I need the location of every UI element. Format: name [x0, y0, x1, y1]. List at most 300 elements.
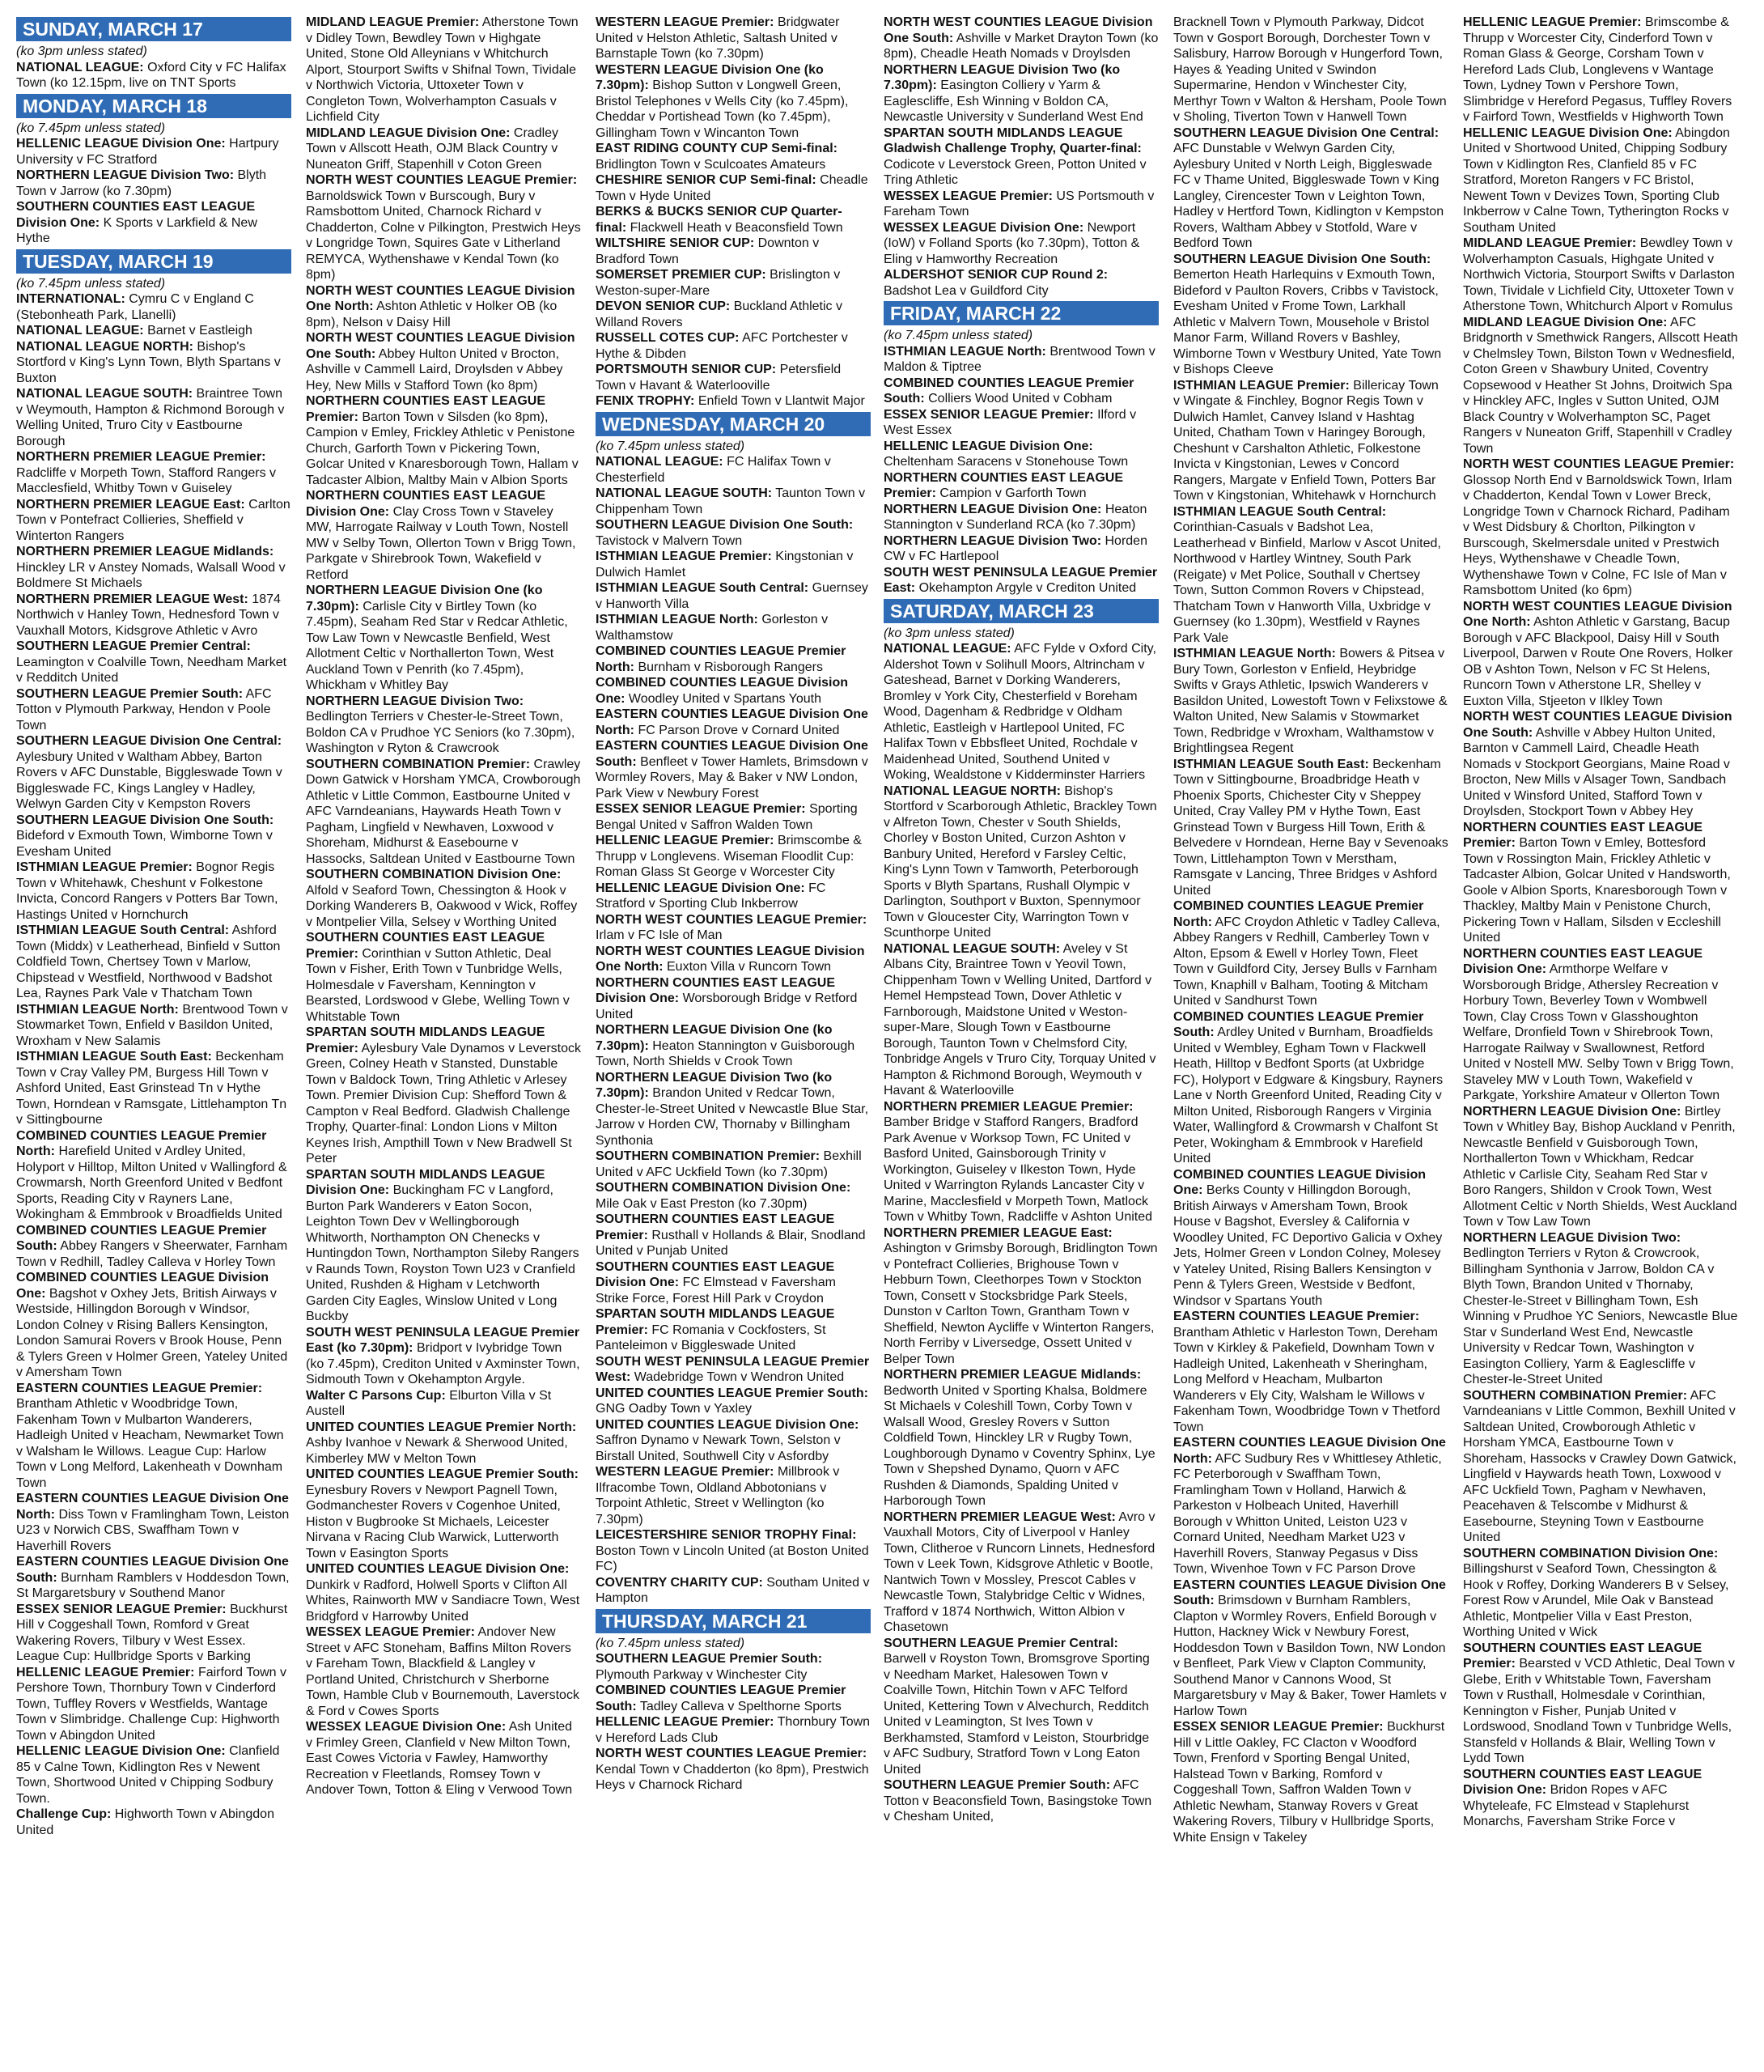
- fixture-entry: [306, 1167, 581, 1325]
- fixture-list: Brentwood Town v Maldon & Tiptree: [884, 344, 1156, 374]
- fixture-entry: [596, 707, 871, 738]
- fixture-list: Easington Colliery v Yarm & Eaglescliffe, Esh Winning v Boldon CA, Newcastle University v Sunderland West End: [884, 79, 1143, 124]
- fixture-entry: [596, 975, 871, 1023]
- fixture-entry: [16, 497, 291, 545]
- fixture-entry: [16, 136, 291, 168]
- fixture-entry: [16, 60, 291, 91]
- league-name: ISTHMIAN LEAGUE North:: [1173, 647, 1336, 660]
- fixture-entry: [16, 544, 291, 592]
- fixture-list: Horden CW v FC Hartlepool: [884, 533, 1147, 563]
- fixture-list: Carlton Town v Pontefract Collieries, Sheffield v Winterton Rangers: [16, 497, 290, 543]
- fixture-list: Clay Cross Town v Staveley MW, Harrogate Railway v Louth Town, Nostell MW v Selby Town, Ollerton Town v Brigg Town, Parkgate v Shirebrook Town, Wakefield v Retford: [306, 504, 576, 582]
- league-name: NORTH WEST COUNTIES LEAGUE Division One North:: [596, 944, 865, 974]
- fixture-list: Tadley Calleva v Spelthorne Sports: [639, 1699, 842, 1713]
- fixture-list: Barwell v Royston Town, Bromsgrove Sporting v Needham Market, Halesowen Town v Coalville Town, Hitchin Town v AFC Telford United, Kettering Town v Alvechurch, Redditch United v Leamington, St Ives Town v Berkhamsted, Stamford v Leiston, Stourbridge v AFC Sudbury, Stratford Town v Long Eaton United: [884, 1652, 1150, 1777]
- league-name: ISTHMIAN LEAGUE North:: [16, 1002, 179, 1017]
- league-name: ALDERSHOT SENIOR CUP Round 2:: [884, 268, 1109, 282]
- fixture-entry: [596, 580, 871, 612]
- fixture-list: Alfold v Seaford Town, Chessington & Hook v Dorking Wanderers B, Oakwood v Wick, Roffey v Montpelier Villa, Selsey v Worthing United: [306, 883, 578, 929]
- league-name: NORTHERN COUNTIES EAST LEAGUE Premier:: [306, 394, 546, 424]
- league-name: SPARTAN SOUTH MIDLANDS LEAGUE Gladwish Challenge Trophy, Quarter-final:: [884, 125, 1142, 155]
- fixture-list: AFC Fylde v Oxford City, Aldershot Town v Solihull Moors, Altrincham v Gateshead, Barnet v Dorking Wanderers, Bromley v York City, Chesterfield v Boreham Wood, Dagenham & Redbridge v Oldham Athletic, Eastleigh v Hartlepool United, FC Halifax Town v Ebbsfleet United, Rochdale v Maidenhead United, Southend United v Woking, Wealdstone v Kidderminster Harriers: [884, 642, 1156, 782]
- fixture-entry: [1463, 125, 1738, 236]
- kickoff-note: (ko 7.45pm unless stated): [16, 121, 166, 135]
- league-name: NORTHERN LEAGUE Division Two:: [306, 694, 524, 708]
- fixture-entry: [306, 393, 581, 488]
- fixture-list: Birtley Town v Whitley Bay, Bishop Auckland v Penrith, Newcastle Benfield v Guisborough Town, Northallerton Town v Whickham, Redcar Athletic v Carlisle City, Seaham Red Star v Boro Rangers, Shildon v Crook Town, West Allotment Celtic v North Shields, West Auckland Town v Tow Law Town: [1463, 1104, 1737, 1229]
- league-name: EASTERN COUNTIES LEAGUE Division One South:: [1173, 1577, 1446, 1607]
- fixture-entry: [884, 1367, 1159, 1509]
- fixture-entry: [596, 172, 871, 204]
- fixture-list: Rusthall v Hollands & Blair, Snodland United v Punjab United: [596, 1228, 866, 1258]
- league-name: CHESHIRE SENIOR CUP Semi-final:: [596, 173, 816, 187]
- fixture-entry: [884, 641, 1159, 783]
- fixture-list: Bedlington Terriers v Chester-le-Street Town, Boldon CA v Prudhoe YC Seniors (ko 7.30pm), Washington v Ryton & Crawcrook: [306, 710, 575, 755]
- fixture-list: AFC Totton v Plymouth Parkway, Hendon v Poole Town: [16, 686, 272, 732]
- league-name: ISTHMIAN LEAGUE North:: [884, 344, 1046, 359]
- fixture-list: Buckland Athletic v Willand Rovers: [596, 299, 842, 329]
- league-name: HELLENIC LEAGUE Premier:: [16, 1665, 195, 1679]
- fixture-list: Clanfield 85 v Calne Town, Kidlington Res v Newent Town, Shortwood United v Chipping Sodbury Town.: [16, 1744, 280, 1806]
- fixture-entry: [884, 1225, 1159, 1368]
- league-name: SOUTHERN COMBINATION Division One:: [306, 868, 562, 881]
- league-name: NORTHERN PREMIER LEAGUE Premier:: [884, 1099, 1134, 1114]
- league-name: SOUTH WEST PENINSULA LEAGUE Premier West:: [596, 1354, 870, 1384]
- kickoff-note: (ko 3pm unless stated): [16, 45, 147, 58]
- fixture-list: AFC Varndeanians v Little Common, Bexhill United v Saltdean United, Crowborough Athletic v Horsham YMCA, Eastbourne Town v Shoreham, Hassocks v Crawley Down Gatwick, Lingfield v Haywards heath Town, Loxwood v AFC Uckfield Town, Pagham v Newhaven, Peacehaven & Telscombe v Midhurst & Easebourne, Steyning Town v Eastbourne United: [1463, 1388, 1736, 1544]
- fixture-entry: [1463, 315, 1738, 457]
- league-name: Walter C Parsons Cup:: [306, 1388, 446, 1403]
- league-name: NORTHERN PREMIER LEAGUE Midlands:: [884, 1368, 1142, 1382]
- column-6: [1463, 15, 1738, 2062]
- league-name: WESSEX LEAGUE Premier:: [884, 189, 1053, 203]
- league-name: SOUTHERN COMBINATION Premier:: [1463, 1388, 1688, 1403]
- fixture-list: Billericay Town v Wingate & Finchley, Bognor Regis Town v Dulwich Hamlet, Canvey Island v Hashtag United, Chatham Town v Haringey Borough, Cheshunt v Carshalton Athletic, Folkestone Invicta v Kingstonian, Lewes v Concord Rangers, Margate v Enfield Town, Potters Bar Town v Kingstonian, Whitehawk v Hornchurch: [1173, 378, 1439, 503]
- fixture-list: Gorleston v Walthamstow: [596, 613, 829, 643]
- fixture-list: Braintree Town v Weymouth, Hampton & Richmond Borough v Welling United, Truro City v Eastbourne Borough: [16, 387, 285, 448]
- fixture-entry: [306, 1624, 581, 1719]
- league-name: COMBINED COUNTIES LEAGUE Division One:: [16, 1271, 269, 1301]
- fixture-entry: [16, 1381, 291, 1492]
- fixture-list: Oxford City v FC Halifax Town (ko 12.15pm, live on TNT Sports: [16, 60, 286, 90]
- fixture-entry: [884, 125, 1159, 189]
- fixture-list: Andover New Street v AFC Stoneham, Baffins Milton Rovers v Fareham Town, Blackfield & Langley v Portland United, Christchurch v Sherborne Town, Hamble Club v Bournemouth, Laverstock & Ford v Cowes Sports: [306, 1625, 579, 1718]
- fixture-entry: [884, 941, 1159, 1099]
- league-name: WESTERN LEAGUE Division One (ko 7.30pm):: [596, 62, 824, 92]
- league-name: SOUTH WEST PENINSULA LEAGUE Premier East:: [884, 565, 1158, 595]
- fixture-entry: [16, 813, 291, 860]
- fixture-list: Millbrook v Ilfracombe Town, Oldland Abbotonians v Torpoint Athletic, Street v Wellington (ko 7.30pm): [596, 1465, 840, 1526]
- fixture-list: Bedworth United v Sporting Khalsa, Boldmere St Michaels v Coleshill Town, Corby Town v Walsall Wood, Gresley Rovers v Sutton Coldfield Town, Hinckley LR v Rugby Town, Loughborough Dynamo v Coventry Sphinx, Lye Town v Shepshed Dynamo, Quorn v AFC Rushden & Diamonds, Spalding United v Harborough Town: [884, 1383, 1156, 1508]
- fixture-list: Abbey Hulton United v Brocton, Ashville v Cammell Laird, Droylsden v Abbey Hey, New Mills v Stafford Town (ko 8pm): [306, 346, 563, 393]
- fixture-entry: [306, 283, 581, 331]
- fixture-entry: [596, 1354, 871, 1386]
- kickoff-note: (ko 3pm unless stated): [884, 626, 1015, 640]
- league-name: NORTHERN PREMIER LEAGUE West:: [16, 592, 248, 606]
- fixture-list: Buckhurst Hill v Coggeshall Town, Romford v Great Wakering Rovers, Tilbury v West Essex. League Cup: Hullbridge Sports v Barking: [16, 1602, 288, 1663]
- fixture-list: Ashby Ivanhoe v Newark & Sherwood United, Kimberley MW v Melton Town: [306, 1436, 568, 1466]
- fixture-entry: [596, 204, 871, 236]
- fixture-entry: [596, 362, 871, 393]
- fixture-list: Barnoldswick Town v Burscough, Bury v Ramsbottom United, Charnock Richard v Chadderton, Colne v Pilkington, Prestwich Heys v Longridge Town, Squires Gate v Litherland REMYCA, Wythenshawe v Kendal Town (ko 8pm): [306, 189, 581, 282]
- fixture-entry: [596, 1683, 871, 1714]
- fixture-list: Cymru C v England C (Stebonheath Park, Llanelli): [16, 292, 254, 322]
- league-name: DEVON SENIOR CUP:: [596, 299, 731, 313]
- league-name: NORTH WEST COUNTIES LEAGUE Premier:: [306, 173, 578, 187]
- fixture-list: Brantham Athletic v Harleston Town, Dereham Town v Kirkley & Pakefield, Downham Town v Hadleigh United, Lakenheath v Sheringham, Long Melford v Heacham, Mulbarton Wanderers v Ely City, Walsham le Willows v Fakenham Town, Woodbridge Town v Thetford Town: [1173, 1325, 1440, 1434]
- league-name: LEICESTERSHIRE SENIOR TROPHY Final:: [596, 1528, 857, 1542]
- fixture-entry: [306, 1388, 581, 1420]
- fixture-list: Beckenham Town v Cray Valley PM, Burgess Hill Town v Ashford United, East Grinstead Tn v Hythe Town, Horndean v Ramsgate, Littlehampton Tn v Sittingbourne: [16, 1050, 287, 1127]
- fixture-list: Brimscombe & Thrupp v Longlevens. Wiseman Floodlit Cup: Roman Glass St George v Worcester City: [596, 834, 862, 879]
- fixture-list: Ardley United v Burnham, Broadfields United v Wembley, Egham Town v Flackwell Heath, Hilltop v Bedfont Sports (at Uxbridge FC), Holyport v Edgware & Kingsbury, Rayners Lane v North Greenford United, Reading City v Milton United, Risborough Rangers v Virginia Water, Wallingford & Crowmarsh v Chalfont St Peter, Wokingham & Emmbrook v Harefield United: [1173, 1025, 1444, 1166]
- fixture-entry: [306, 1719, 581, 1798]
- league-name: WESSEX LEAGUE Division One:: [884, 220, 1084, 235]
- fixture-entry: [596, 1022, 871, 1070]
- league-name: EASTERN COUNTIES LEAGUE Division One South:: [596, 739, 868, 769]
- league-name: ISTHMIAN LEAGUE South Central:: [596, 581, 809, 595]
- league-name: Challenge Cup:: [16, 1807, 112, 1821]
- fixture-list: Benfleet v Tower Hamlets, Brimsdown v Wormley Rovers, May & Baker v NW London, Park View v Newbury Forest: [596, 754, 868, 800]
- fixture-list: Barton Town v Silsden (ko 8pm), Campion v Emley, Frickley Athletic v Penistone Church, Garforth Town v Pickering Town, Golcar United v Knaresborough Town, Hallam v Tadcaster Albion, Maltby Main v Albion Sports: [306, 410, 579, 487]
- league-name: HELLENIC LEAGUE Division One:: [596, 881, 805, 895]
- league-name: ISTHMIAN LEAGUE South Central:: [16, 923, 230, 937]
- fixture-list: Crawley Down Gatwick v Horsham YMCA, Crowborough Athletic v Little Common, Eastbourne United v AFC Varndeanians, Haywards Heath Town v Pagham, Lingfield v Newhaven, Loxwood v Shoreham, Midhurst & Easebourne v Hassocks, Saltdean United v Eastbourne Town: [306, 757, 581, 866]
- fixture-list: Aylesbury Vale Dynamos v Leverstock Green, Colney Heath v Stansted, Dunstable Town v Baldock Town, Tring Athletic v Arlesey Town. Premier Division Cup: Shefford Town & Campton v Real Bedford. Gladwish Challenge Trophy, Quarter-final: London Lions v Milton Keynes Irish, Ampthill Town v New Bradwell St Peter: [306, 1041, 581, 1166]
- fixture-list: Dunkirk v Radford, Holwell Sports v Clifton All Whites, Rainworth MW v Sandiacre Town, West Bridgford v Harrowby United: [306, 1577, 580, 1624]
- fixture-list: AFC Sudbury Res v Whittlesey Athletic, FC Peterborough v Swaffham Town, Framlingham Town v Holland, Harwich & Parkeston v Holbeach United, Haverhill Borough v Whitton United, Leiston U23 v Cornard United, Needham Market U23 v Haverhill Rovers, Stanway Pegasus v Diss Town, Wivenhoe Town v FC Parson Drove: [1173, 1451, 1442, 1576]
- fixture-entry: [884, 502, 1159, 533]
- fixture-list: Bishop's Stortford v King's Lynn Town, Blyth Spartans v Buxton: [16, 339, 281, 385]
- fixture-list: Barnet v Eastleigh: [147, 324, 252, 338]
- fixture-entry: [1173, 1009, 1448, 1167]
- league-name: HELLENIC LEAGUE Premier:: [1463, 15, 1642, 29]
- league-name: NATIONAL LEAGUE:: [596, 455, 723, 469]
- day-heading: SATURDAY, MARCH 23: [884, 599, 1159, 623]
- fixture-entry: [16, 1002, 291, 1050]
- league-name: NORTH WEST COUNTIES LEAGUE Premier:: [1463, 457, 1735, 471]
- day-heading: WEDNESDAY, MARCH 20: [596, 412, 871, 436]
- fixture-list: Corinthian v Sutton Athletic, Deal Town v Fisher, Erith Town v Tunbridge Wells, Holmesdale v Faversham, Kennington v Bearsted, Lordswood v Glebe, Welling Town v Whitstable Town: [306, 946, 570, 1024]
- kickoff-note: (ko 7.45pm unless stated): [596, 439, 745, 453]
- fixture-list: Saffron Dynamo v Newark Town, Selston v Birstall United, Southwell City v Asfordby: [596, 1433, 841, 1463]
- fixture-entry: [306, 757, 581, 868]
- fixture-entry: [1463, 1230, 1738, 1388]
- fixture-list: Bewdley Town v Wolverhampton Casuals, Highgate United v Northwich Victoria, Stourport Swifts v Darlaston Town, Tividale v Lichfield City, Uttoxeter Town v Atherstone Town, Whitchurch Alport v Romulus: [1463, 236, 1735, 313]
- league-name: SOUTHERN LEAGUE Premier South:: [884, 1778, 1111, 1792]
- fixture-list: Flackwell Heath v Beaconsfield Town: [630, 220, 843, 235]
- fixture-list: Radcliffe v Morpeth Town, Stafford Rangers v Macclesfield, Whitby Town v Guiseley: [16, 465, 277, 495]
- league-name: NORTHERN LEAGUE Division Two:: [16, 168, 235, 182]
- fixture-entry: [16, 291, 291, 323]
- fixture-list: Carlisle City v Birtley Town (ko 7.45pm), Seaham Red Star v Redcar Athletic, Tow Law Town v Newcastle Benfield, West Allotment Celtic v Northallerton Town, West Auckland Town v Penrith (ko 7.45pm), Whickham v Whitley Bay: [306, 599, 568, 692]
- fixture-list: Bridgwater United v Helston Athletic, Saltash United v Barnstaple Town (ko 7.30pm): [596, 15, 840, 61]
- day-heading: FRIDAY, MARCH 22: [884, 301, 1159, 325]
- fixture-list: Badshot Lea v Guildford City: [884, 283, 1049, 298]
- league-name: MIDLAND LEAGUE Division One:: [1463, 315, 1668, 329]
- league-name: NORTHERN LEAGUE Division One (ko 7.30pm):: [596, 1023, 833, 1053]
- fixture-entry: [596, 330, 871, 362]
- league-name: EASTERN COUNTIES LEAGUE Division One South:: [16, 1555, 289, 1585]
- league-name: NORTHERN LEAGUE Division One (ko 7.30pm):: [306, 584, 543, 614]
- fixture-list: Atherstone Town v Didley Town, Bewdley Town v Highgate United, Stone Old Alleynians v Whitchurch Alport, Stourport Swifts v Shifnal Town, Tividale v Northwich Victoria, Uttoxeter Town v Congleton Town, Wolverhampton Casuals v Lichfield City: [306, 15, 579, 124]
- fixture-list: Harefield United v Ardley United, Holyport v Hilltop, Milton United v Wallingford & Crowmarsh, North Greenford United v Bedfont Sports, Reading City v Rayners Lane, Wokingham & Emmbrook v Broadfields United: [16, 1144, 287, 1221]
- fixture-list: Beckenham Town v Sittingbourne, Broadbridge Heath v Phoenix Sports, Chichester City v Sheppey United, Cray Valley PM v Hythe Town, East Grinstead Town v Burgess Hill Town, Erith & Belvedere v Horndean, Herne Bay v Sevenoaks Town, Littlehampton Town v Merstham, Ramsgate v Lancing, Three Bridges v Ashford United: [1173, 757, 1448, 898]
- fixture-entry: [1463, 456, 1738, 599]
- fixture-list: Okehampton Argyle v Crediton United: [918, 581, 1137, 595]
- fixture-list: Buckhurst Hill v Little Oakley, FC Clacton v Woodford Town, Frenford v Sporting Bengal United, Halstead Town v Barking, Romford v Coggeshall Town, Saffron Walden Town v Athletic Newham, Stanway Rovers v Great Wakering Rovers, Tilbury v Hullbridge Sports, White Ensign v Takeley: [1173, 1720, 1445, 1845]
- fixture-entry: [596, 549, 871, 580]
- league-name: FENIX TROPHY:: [596, 394, 695, 408]
- fixture-entry: [596, 912, 871, 944]
- fixture-list: Bexhill United v AFC Uckfield Town (ko 7.30pm): [596, 1149, 862, 1179]
- fixture-list: Burnham Ramblers v Hoddesdon Town, St Margaretsbury v Southend Manor: [16, 1570, 290, 1600]
- fixture-list: Downton v Bradford Town: [596, 236, 820, 266]
- fixture-entry: [596, 1180, 871, 1212]
- fixture-entry: [16, 1128, 291, 1223]
- league-name: HELLENIC LEAGUE Premier:: [596, 834, 774, 847]
- league-name: HELLENIC LEAGUE Division One:: [16, 137, 226, 151]
- fixture-entry: [16, 1270, 291, 1381]
- league-name: NORTH WEST COUNTIES LEAGUE Premier:: [596, 912, 867, 927]
- fixture-entry: [16, 1223, 291, 1271]
- fixture-entry: [596, 1714, 871, 1746]
- fixture-list: Ashton Athletic v Holker OB (ko 8pm), Nelson v Daisy Hill: [306, 299, 558, 329]
- fixture-entry: [16, 860, 291, 923]
- league-name: UNITED COUNTIES LEAGUE Division One:: [306, 1562, 570, 1576]
- fixture-entry: [16, 168, 291, 199]
- fixture-list: Wadebridge Town v Wendron United: [634, 1370, 845, 1384]
- league-name: PORTSMOUTH SENIOR CUP:: [596, 363, 777, 376]
- fixture-list: Hinckley LR v Anstey Nomads, Walsall Wood v Boldmere St Michaels: [16, 560, 286, 590]
- fixture-list: Bishop Sutton v Longwell Green, Bristol Telephones v Wells City (ko 7.45pm), Cheddar v Portishead Town (ko 7.45pm), Gillingham Town v Wincanton Town: [596, 79, 849, 140]
- league-name: COMBINED COUNTIES LEAGUE Division One:: [596, 676, 849, 706]
- fixture-list: FC Halifax Town v Chesterfield: [596, 455, 831, 485]
- league-name: NORTHERN LEAGUE Division Two:: [884, 533, 1102, 548]
- fixture-list: Southam United v Hampton: [596, 1575, 870, 1605]
- fixture-list: Boston Town v Lincoln United (at Boston United FC): [596, 1543, 869, 1573]
- league-name: NATIONAL LEAGUE SOUTH:: [596, 486, 773, 500]
- fixture-list: FC Stratford v Sporting Club Inkberrow: [596, 881, 826, 911]
- fixture-list: Kingstonian v Dulwich Hamlet: [596, 550, 854, 580]
- fixture-entry: [884, 344, 1159, 376]
- league-name: SOUTHERN COUNTIES EAST LEAGUE Division One:: [16, 200, 256, 230]
- fixture-entry: [596, 15, 871, 62]
- fixture-list: Bedlington Terriers v Ryton & Crowcrook, Billingham Synthonia v Jarrow, Boldon CA v Blyth Town, Brandon United v Thornaby, Chester-le-Street v Billingham Town, Esh Winning v Prudhoe YC Seniors, Newcastle Blue Star v Sunderland West End, Newcastle University v Redcar Town, Washington v Easington Colliery, Yarm & Eaglescliffe v Chester-le-Street United: [1463, 1246, 1738, 1386]
- day-heading: TUESDAY, MARCH 19: [16, 249, 291, 274]
- fixture-entry: [1463, 946, 1738, 1104]
- fixture-entry: [1173, 646, 1448, 757]
- fixture-entry: [16, 639, 291, 686]
- fixture-list: US Portsmouth v Fareham Town: [884, 189, 1155, 219]
- league-name: UNITED COUNTIES LEAGUE Premier South:: [306, 1467, 579, 1481]
- day-heading: THURSDAY, MARCH 21: [596, 1609, 871, 1633]
- fixture-list: Burnham v Risborough Rangers: [638, 660, 823, 674]
- fixture-list: Berks County v Hillingdon Borough, British Airways v Amersham Town, Brook House v Bagshot, Eversley & California v Woodley United, FC Deportivo Galicia v Oxhey Jets, Holmer Green v London Colney, Molesey v Yateley United, Rising Ballers Kensington v Penn & Tylers Green, Westside v Bedfont, Windsor v Spartans Youth: [1173, 1183, 1443, 1308]
- league-name: UNITED COUNTIES LEAGUE Premier North:: [306, 1420, 577, 1434]
- league-name: EASTERN COUNTIES LEAGUE Premier:: [1173, 1310, 1420, 1323]
- league-name: WESSEX LEAGUE Division One:: [306, 1720, 507, 1734]
- fixture-entry: [1463, 1104, 1738, 1230]
- fixture-entry: [16, 386, 291, 449]
- fixture-list: Abingdon United v Shortwood United, Chipping Sodbury Town v Kidlington Res, Clanfield 85 v FC Stratford, Moreton Rangers v FC Bristol, Newent Town v Devizes Town, Sporting Club Inkberrow v Calne Town, Tytherington Rocks v Southam United: [1463, 125, 1730, 235]
- league-name: SOUTHERN COUNTIES EAST LEAGUE Premier:: [306, 931, 545, 961]
- fixture-list: Hartpury University v FC Stratford: [16, 137, 279, 167]
- league-name: SPARTAN SOUTH MIDLANDS LEAGUE Premier:: [306, 1025, 545, 1055]
- league-name: COMBINED COUNTIES LEAGUE Premier South:: [596, 1684, 846, 1713]
- fixture-list: Eynesbury Rovers v Newport Pagnell Town, Godmanchester Rovers v Cogenhoe United, Histon v Bugbrooke St Michaels, Leicester Nirvana v Racing Club Warwick, Lutterworth Town v Easington Sports: [306, 1483, 561, 1560]
- fixture-list: Ilford v West Essex: [884, 407, 1137, 437]
- league-name: ISTHMIAN LEAGUE Premier:: [596, 550, 772, 563]
- column-2: [306, 15, 581, 2062]
- fixture-list: GNG Oadby Town v Yaxley: [596, 1402, 752, 1416]
- fixture-entry: [596, 1651, 871, 1683]
- kickoff-note: (ko 7.45pm unless stated): [884, 329, 1033, 342]
- fixture-entry: [884, 1509, 1159, 1636]
- league-name: NORTHERN COUNTIES EAST LEAGUE Premier:: [1463, 820, 1703, 850]
- league-name: NORTH WEST COUNTIES LEAGUE Division One North:: [306, 283, 575, 313]
- fixture-entry: [596, 1386, 871, 1417]
- fixture-list: Bideford v Exmouth Town, Wimborne Town v Evesham United: [16, 829, 273, 859]
- league-name: SOUTHERN LEAGUE Premier Central:: [884, 1636, 1118, 1650]
- league-name: ISTHMIAN LEAGUE South East:: [16, 1050, 212, 1064]
- fixture-entry: [306, 1467, 581, 1561]
- league-name: UNITED COUNTIES LEAGUE Division One:: [596, 1417, 859, 1432]
- league-name: SOUTHERN COMBINATION Division One:: [1463, 1546, 1719, 1560]
- fixture-list: Campion v Garforth Town: [939, 486, 1087, 500]
- fixture-entry: [596, 1306, 871, 1354]
- league-name: ISTHMIAN LEAGUE South East:: [1173, 757, 1369, 771]
- fixture-entry: [306, 330, 581, 393]
- fixture-entry: [596, 517, 871, 549]
- fixture-list: Corinthian-Casuals v Badshot Lea, Leatherhead v Binfield, Marlow v Ascot United, Northwood v Hartley Wintney, South Park (Reigate) v Met Police, Southall v Chertsey Town, Sutton Common Rovers v Chipstead, Thatcham Town v Hanworth Villa, Uxbridge v Guernsey (ko 1.30pm), Westfield v Raynes Park Vale: [1173, 520, 1441, 645]
- league-name: MIDLAND LEAGUE Division One:: [306, 125, 511, 140]
- fixture-entry: [596, 1464, 871, 1527]
- fixture-entry: [596, 486, 871, 517]
- league-name: SOUTHERN COMBINATION Division One:: [596, 1181, 851, 1195]
- league-name: EASTERN COUNTIES LEAGUE Division One North:: [16, 1492, 289, 1522]
- fixture-entry: [306, 583, 581, 694]
- league-name: NORTHERN COUNTIES EAST LEAGUE Division One:: [306, 489, 546, 519]
- fixture-list: Bamber Bridge v Stafford Rangers, Bradford Park Avenue v Worksop Town, FC United v Basford United, Gainsborough Trinity v Workington, Guiseley v Ilkeston Town, Hyde United v Warrington Rylands Lancaster City v Marine, Macclesfield v Morpeth Town, Matlock Town v Whitby Town, Radcliffe v Ashton United: [884, 1115, 1153, 1224]
- league-name: SOUTHERN COMBINATION Premier:: [596, 1149, 821, 1163]
- fixture-entry: [306, 867, 581, 930]
- fixture-entry: [596, 393, 871, 410]
- league-name: NORTH WEST COUNTIES LEAGUE Division One South:: [306, 331, 575, 361]
- fixture-list: Plymouth Parkway v Winchester City: [596, 1667, 808, 1682]
- fixture-entry: [596, 801, 871, 833]
- league-name: MIDLAND LEAGUE Premier:: [1463, 236, 1637, 250]
- fixture-entry: [306, 1325, 581, 1388]
- fixture-list: Brandon United v Redcar Town, Chester-le-Street United v Newcastle Blue Star, Jarrow v Horden CW, Thornaby v Billingham Synthonia: [596, 1086, 869, 1148]
- league-name: NORTH WEST COUNTIES LEAGUE Division One South:: [884, 15, 1153, 45]
- fixture-entry: [1463, 1388, 1738, 1546]
- fixture-entry: [884, 407, 1159, 439]
- fixture-list: Buckingham FC v Langford, Burton Park Wanderers v Eaton Socon, Leighton Town Dev v Wellingborough Whitworth, Northampton ON Chenecks v Huntingdon Town, Northampton Sileby Rangers v Raunds Town, Royston Town U23 v Cranfield United, Rushden & Higham v Letchworth Garden City Eagles, Winslow United v Long Buckby: [306, 1183, 579, 1323]
- league-name: WESTERN LEAGUE Premier:: [596, 1465, 774, 1479]
- fixture-list: FC Elmstead v Faversham Strike Force, Forest Hill Park v Croydon: [596, 1276, 836, 1306]
- fixture-list: Diss Town v Framlingham Town, Leiston U23 v Norwich CBS, Swaffham Town v Haverhill Rovers: [16, 1507, 290, 1553]
- fixture-list: Blyth Town v Jarrow (ko 7.30pm): [16, 168, 267, 198]
- fixture-list: Abbey Rangers v Sheerwater, Farnham Town v Redhill, Tadley Calleva v Horley Town: [16, 1239, 288, 1269]
- league-name: HELLENIC LEAGUE Division One:: [16, 1744, 226, 1758]
- league-name: SOUTHERN LEAGUE Premier Central:: [16, 639, 251, 653]
- fixture-list: Elburton Villa v St Austell: [306, 1388, 552, 1418]
- league-name: SOUTHERN COUNTIES EAST LEAGUE Premier:: [1463, 1641, 1703, 1671]
- league-name: COMBINED COUNTIES LEAGUE Premier North:: [1173, 899, 1424, 929]
- league-name: WESTERN LEAGUE Premier:: [596, 15, 774, 29]
- fixture-entry: [1463, 236, 1738, 315]
- fixture-entry: [306, 930, 581, 1025]
- league-name: BERKS & BUCKS SENIOR CUP Quarter-final:: [596, 205, 842, 235]
- league-name: MIDLAND LEAGUE Premier:: [306, 15, 480, 29]
- fixture-list: Brentwood Town v Stowmarket Town, Enfield v Basildon United, Wroxham v New Salamis: [16, 1002, 288, 1048]
- fixture-entry: [1463, 599, 1738, 710]
- fixture-entry: [596, 1746, 871, 1794]
- fixture-entry: [596, 881, 871, 912]
- column-1: [16, 15, 291, 2062]
- league-name: SOUTHERN LEAGUE Premier South:: [16, 686, 244, 701]
- fixture-entry: [596, 1149, 871, 1180]
- fixture-list: Colliers Wood United v Cobham: [928, 392, 1113, 405]
- fixture-list: Newport (IoW) v Folland Sports (ko 7.30pm), Totton & Eling v Hamworthy Recreation: [884, 220, 1140, 266]
- fixture-entry: [16, 1049, 291, 1128]
- league-name: SOUTHERN LEAGUE Division One South:: [16, 813, 274, 827]
- fixture-entry: [596, 62, 871, 142]
- column-3: [596, 15, 871, 2062]
- league-name: NORTHERN COUNTIES EAST LEAGUE Premier:: [884, 470, 1124, 500]
- league-name: COMBINED COUNTIES LEAGUE Premier South:: [16, 1223, 267, 1253]
- league-name: NORTH WEST COUNTIES LEAGUE Division One South:: [1463, 710, 1732, 740]
- kickoff-note: (ko 7.45pm unless stated): [596, 1636, 745, 1650]
- fixture-entry: [1173, 1435, 1448, 1577]
- fixture-entry: [596, 454, 871, 486]
- fixture-entry: [596, 675, 871, 707]
- fixture-entry: [1463, 15, 1738, 125]
- fixture-list: AFC Dunstable v Welwyn Garden City, Aylesbury United v North Leigh, Biggleswade FC v Thame United, Biggleswade Town v King Langley, Cirencester Town v Leighton Town, Hadley v Hertford Town, Kidlington v Kempston Rovers, Waltham Abbey v Stotfold, Ware v Bedford Town: [1173, 142, 1444, 250]
- fixture-list: Brantham Athletic v Woodbridge Town, Fakenham Town v Mulbarton Wanderers, Hadleigh United v Heacham, Newmarket Town v Walsham le Willows. League Cup: Harlow Town v Long Melford, Lakenheath v Downham Town: [16, 1397, 284, 1490]
- fixture-list: Bowers & Pitsea v Bury Town, Gorleston v Enfield, Heybridge Swifts v Grays Athletic, Ipswich Wanderers v Basildon United, Lowestoft Town v Felixstowe & Walton United, New Salamis v Stowmarket Town, Redbridge v Wroxham, Walthamstow v Brightlingsea Regent: [1173, 647, 1448, 755]
- fixture-list: Ashton Athletic v Garstang, Bacup Borough v AFC Blackpool, Daisy Hill v South Liverpool, Darwen v Route One Rovers, Holker OB v Ashton Town, Nelson v FC St Helens, Runcorn Town v Atherstone LR, Shelley v Euxton Villa, Stjeeton v Ilkley Town: [1463, 615, 1733, 708]
- league-name: EASTERN COUNTIES LEAGUE Premier:: [16, 1381, 263, 1395]
- league-name: NORTHERN COUNTIES EAST LEAGUE Division One:: [1463, 946, 1703, 976]
- fixture-list: Sporting Bengal United v Saffron Walden Town: [596, 802, 858, 832]
- fixture-list: AFC Croydon Athletic v Tadley Calleva, Abbey Rangers v Redhill, Camberley Town v Alton, Epsom & Ewell v Horley Town, Fleet Town v Guildford City, Jersey Bulls v Farnham Town, Knaphill v Balham, Tooting & Mitcham United v Sandhurst Town: [1173, 915, 1440, 1008]
- league-name: SOUTHERN COUNTIES EAST LEAGUE Premier:: [596, 1212, 835, 1242]
- fixture-list: Worsborough Bridge v Retford United: [596, 991, 858, 1021]
- fixture-entry: [16, 449, 291, 497]
- league-name: SOUTHERN LEAGUE Division One Central:: [16, 734, 282, 748]
- fixture-entry: [1463, 1767, 1738, 1830]
- fixture-list: Leamington v Coalville Town, Needham Market v Redditch United: [16, 655, 287, 685]
- fixture-list: Fairford Town v Pershore Town, Thornbury Town v Cinderford Town, Tuffley Rovers v Westfields, Wantage Town v Slimbridge. Challenge Cup: Highworth Town v Abingdon United: [16, 1665, 287, 1743]
- league-name: COMBINED COUNTIES LEAGUE Premier South:: [1173, 1009, 1424, 1039]
- fixture-list: Avro v Vauxhall Motors, City of Liverpool v Hanley Town, Clitheroe v Runcorn Linnets, Hednesford Town v Leek Town, Kidsgrove Athletic v Bootle, Nantwich Town v Mossley, Prescot Cables v Newcastle Town, Stalybridge Celtic v Widnes, Trafford v 1874 Northwich, Witton Albion v Chasetown: [884, 1509, 1156, 1634]
- league-name: NORTHERN COUNTIES EAST LEAGUE Division One:: [596, 975, 836, 1005]
- fixture-list: Bagshot v Oxhey Jets, British Airways v Westside, Hillingdon Borough v Windsor, London Colney v Rising Ballers Kensington, London Samurai Rovers v Brook House, Penn & Tylers Green v Holmer Green, Yateley United v Amersham Town: [16, 1286, 288, 1379]
- fixture-entry: [884, 1636, 1159, 1778]
- fixture-entry: [884, 220, 1159, 268]
- fixture-entry: [596, 1575, 871, 1607]
- fixture-entry: [884, 439, 1159, 470]
- fixture-list: Bracknell Town v Plymouth Parkway, Didcot Town v Gosport Borough, Dorchester Town v Salisbury, Harrow Borough v Hungerford Town, Hayes & Yeading United v Swindon Supermarine, Hendon v Winchester City, Merthyr Town v Walton & Hersham, Poole Town v Sholing, Tiverton Town v Hanwell Town: [1173, 15, 1447, 124]
- league-name: NORTHERN LEAGUE Division Two:: [1463, 1230, 1681, 1245]
- league-name: SOUTH WEST PENINSULA LEAGUE Premier East (ko 7.30pm):: [306, 1325, 580, 1355]
- fixture-entry: [306, 1561, 581, 1624]
- fixture-entry: [884, 1099, 1159, 1225]
- fixture-entry: [596, 1070, 871, 1149]
- fixture-entry: [16, 923, 291, 1002]
